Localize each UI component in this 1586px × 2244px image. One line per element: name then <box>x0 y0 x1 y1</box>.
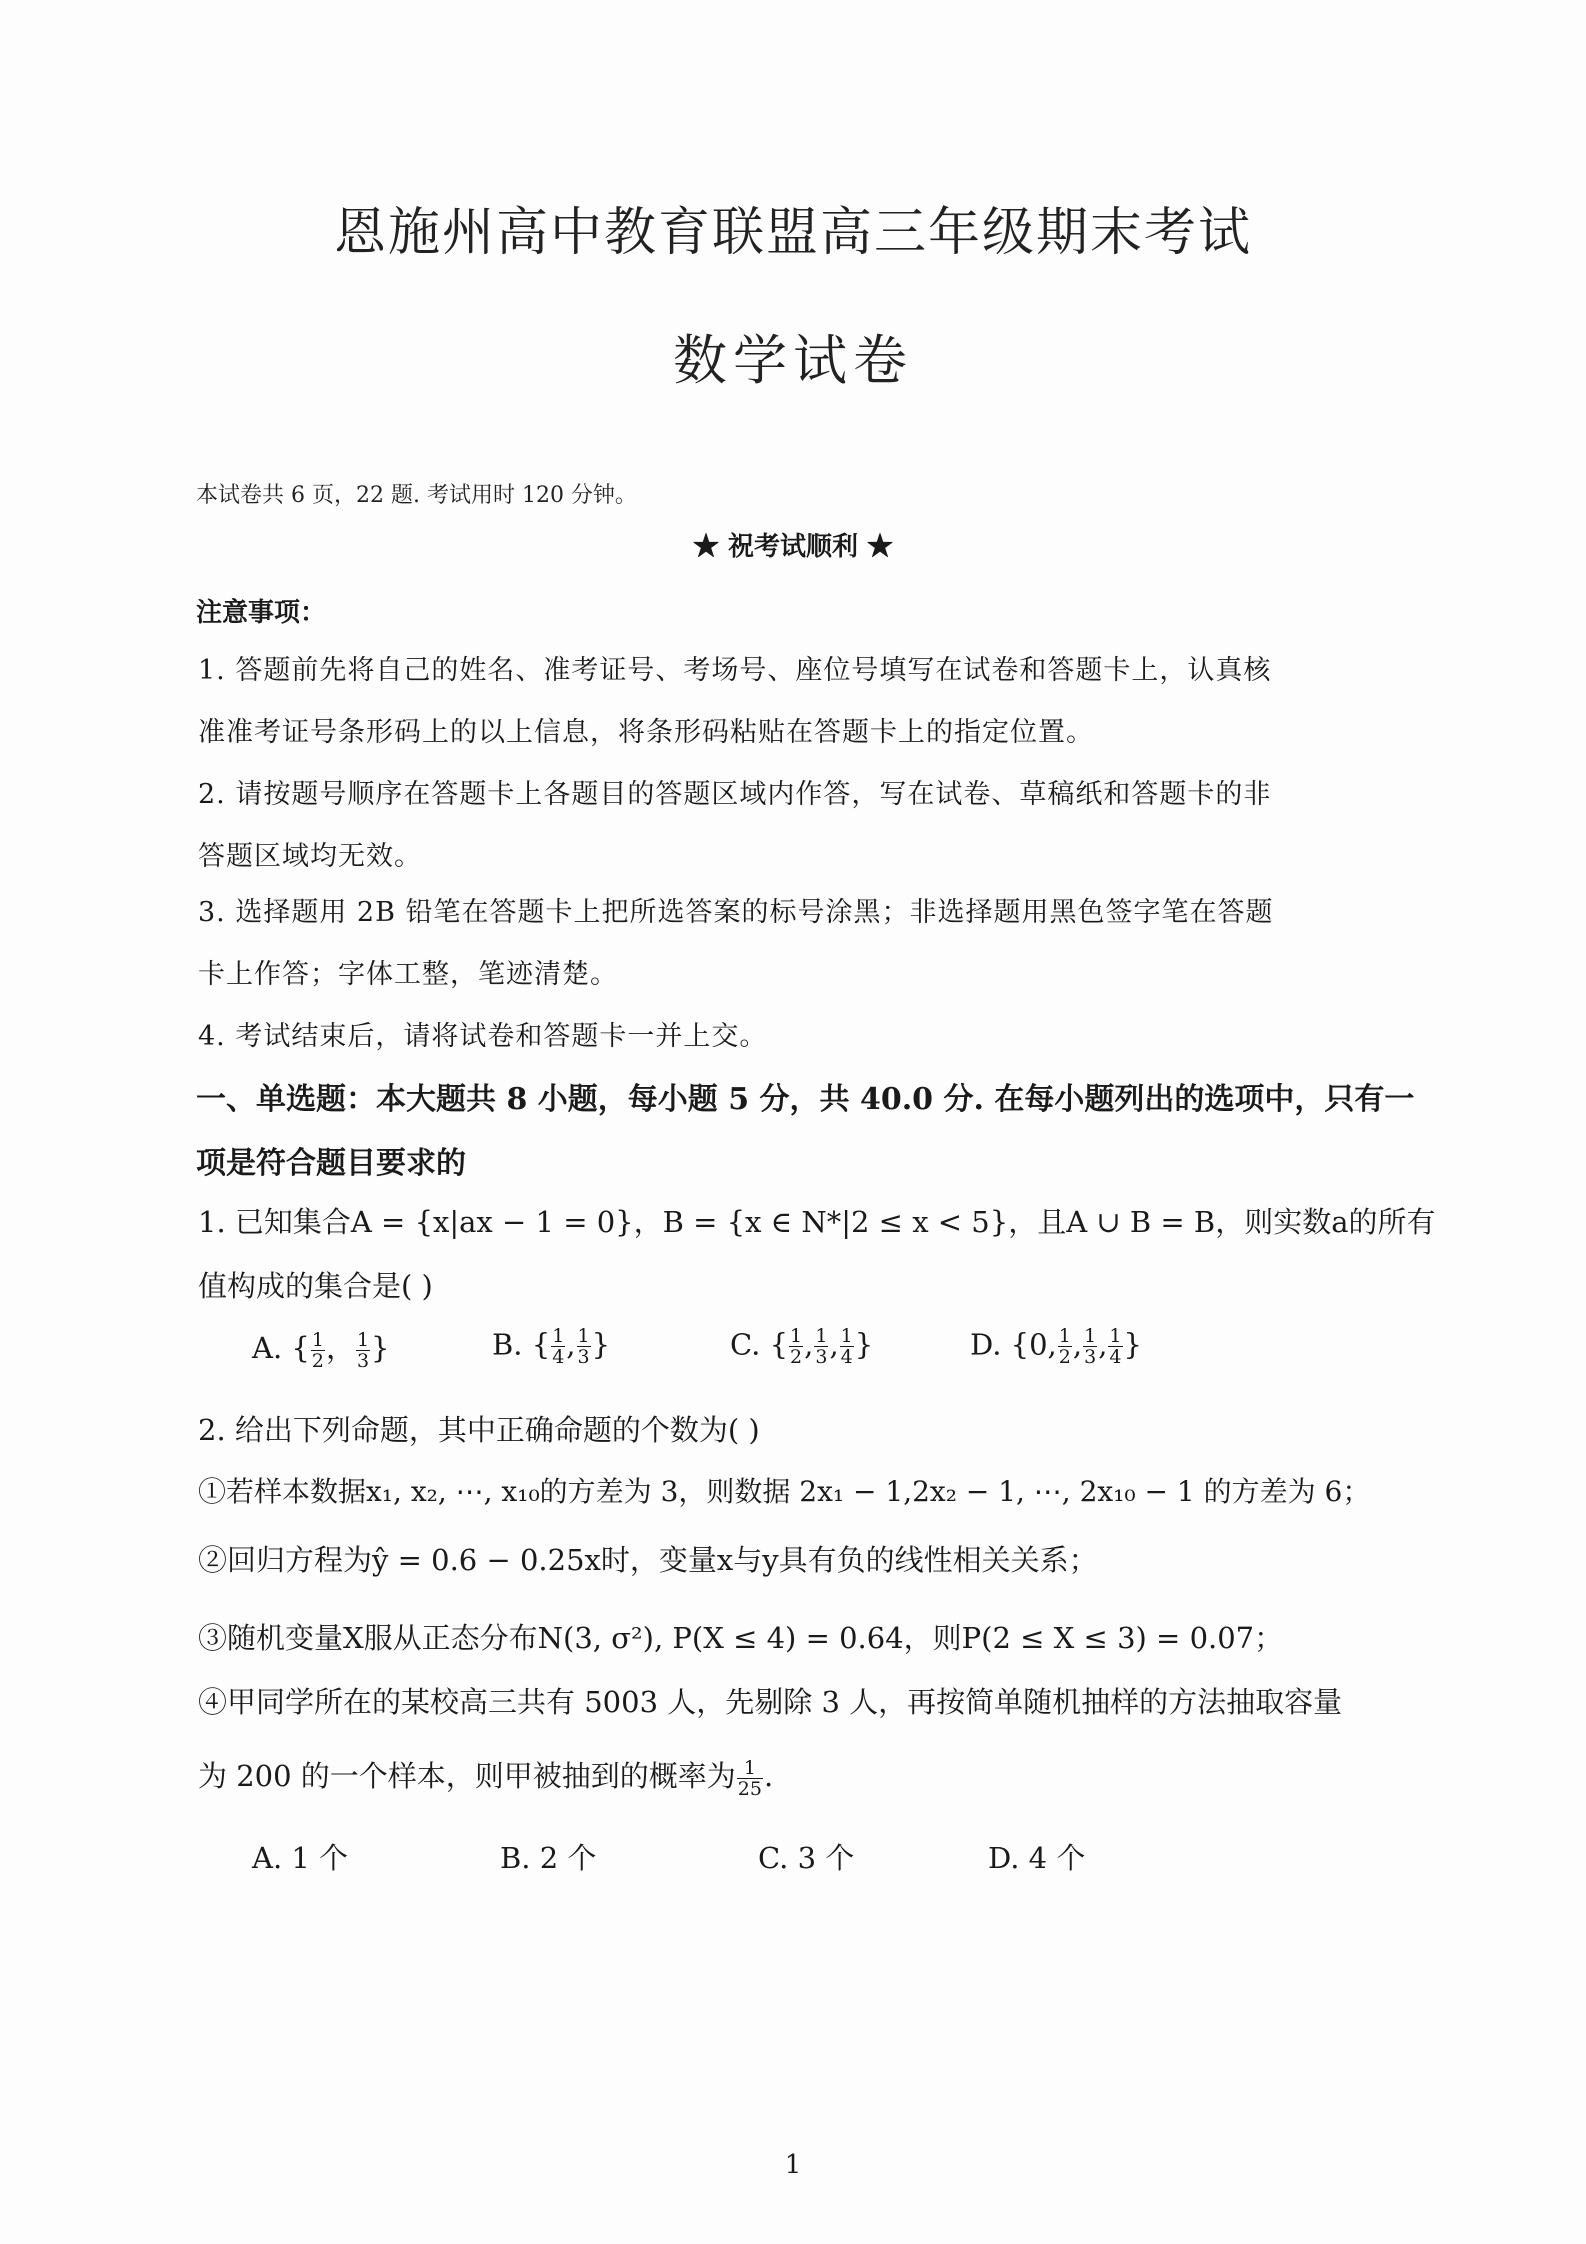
question-2-proposition-3: ③随机变量X服从正态分布N(3, σ²), P(X ≤ 4) = 0.64，则P(2 ≤ X ≤ 3) = 0.07； <box>198 1621 1284 1655</box>
question-2-option-b: B. 2 个 <box>500 1841 597 1875</box>
section-heading: 一、单选题：本大题共 8 小题，每小题 5 分，共 40.0 分. 在每小题列出的选项中，只有一 <box>196 1082 1415 1117</box>
fraction: $\frac{1}{3}$ <box>577 1325 590 1368</box>
fraction: $\frac{1}{3}$ <box>815 1325 828 1368</box>
question-2-proposition-4: ④甲同学所在的某校高三共有 5003 人，先剔除 3 人，再按简单随机抽样的方法抽取容量 <box>198 1685 1343 1719</box>
notice-line: 3. 选择题用 2B 铅笔在答题卡上把所选答案的标号涂黑；非选择题用黑色签字笔在答题 <box>198 897 1274 928</box>
question-1-stem-cont: 值构成的集合是( ) <box>198 1269 433 1303</box>
exam-subtitle: 数学试卷 <box>673 329 913 392</box>
blessing: ★ 祝考试顺利 ★ <box>692 532 894 562</box>
fraction: $\frac{1}{4}$ <box>552 1325 565 1368</box>
option-label: B. { <box>492 1327 551 1362</box>
page-number: 1 <box>784 2150 802 2180</box>
question-2-proposition-2: ②回归方程为ŷ = 0.6 − 0.25x时，变量x与y具有负的线性相关关系； <box>198 1543 1098 1577</box>
notice-line: 准准考证号条形码上的以上信息，将条形码粘贴在答题卡上的指定位置。 <box>198 717 1094 748</box>
question-1-option-b: B. { $\frac{1}{4}$ , $\frac{1}{3}$ } <box>492 1325 611 1368</box>
question-2-proposition-4-cont: 为 200 的一个样本，则甲被抽到的概率为 $\frac{1}{25}$ . <box>198 1756 774 1800</box>
fraction: $\frac{1}{25}$ <box>737 1756 762 1800</box>
question-2-stem: 2. 给出下列命题，其中正确命题的个数为( ) <box>198 1413 760 1447</box>
notice-line: 1. 答题前先将自己的姓名、准考证号、考场号、座位号填写在试卷和答题卡上，认真核 <box>198 655 1272 686</box>
question-1-stem: 1. 已知集合A = {x|ax − 1 = 0}，B = {x ∈ N*|2 ≤ x < 5}，且A ∪ B = B，则实数a的所有 <box>198 1205 1436 1239</box>
section-heading-cont: 项是符合题目要求的 <box>196 1146 466 1181</box>
fraction: $\frac{1}{2}$ <box>311 1328 324 1372</box>
question-2-option-d: D. 4 个 <box>988 1841 1086 1875</box>
notice-line: 4. 考试结束后，请将试卷和答题卡一并上交。 <box>198 1021 768 1052</box>
option-label: A. { <box>252 1331 310 1365</box>
option-label: C. { <box>730 1327 789 1362</box>
notice-line: 2. 请按题号顺序在答题卡上各题目的答题区域内作答，写在试卷、草稿纸和答题卡的非 <box>198 779 1272 810</box>
exam-title: 恩施州高中教育联盟高三年级期末考试 <box>333 203 1252 263</box>
question-1-option-a: A. { $\frac{1}{2}$ ， $\frac{1}{3}$ } <box>252 1328 390 1372</box>
question-1-option-c: C. { $\frac{1}{2}$ , $\frac{1}{3}$ , $\frac{1}{4}$ } <box>730 1325 874 1368</box>
fraction: $\frac{1}{4}$ <box>1109 1325 1122 1368</box>
fraction: $\frac{1}{3}$ <box>356 1328 370 1372</box>
question-2-option-c: C. 3 个 <box>758 1841 855 1875</box>
exam-info: 本试卷共 6 页，22 题. 考试用时 120 分钟。 <box>196 483 637 508</box>
notice-heading: 注意事项： <box>196 598 327 628</box>
question-2-option-a: A. 1 个 <box>252 1841 349 1875</box>
fraction: $\frac{1}{2}$ <box>1058 1325 1071 1368</box>
fraction: $\frac{1}{3}$ <box>1084 1325 1097 1368</box>
notice-line: 卡上作答；字体工整，笔迹清楚。 <box>198 959 618 990</box>
fraction: $\frac{1}{4}$ <box>840 1325 853 1368</box>
question-2-proposition-1: ①若样本数据x₁, x₂, ⋯, x₁₀的方差为 3，则数据 2x₁ − 1,2x₂ − 1, ⋯, 2x₁₀ − 1 的方差为 6； <box>198 1475 1371 1508</box>
question-1-option-d: D. {0, $\frac{1}{2}$ , $\frac{1}{3}$ , $\frac{1}{4}$ } <box>970 1325 1142 1368</box>
notice-line: 答题区域均无效。 <box>198 841 422 872</box>
fraction: $\frac{1}{2}$ <box>790 1325 803 1368</box>
option-label: D. {0, <box>970 1327 1057 1362</box>
